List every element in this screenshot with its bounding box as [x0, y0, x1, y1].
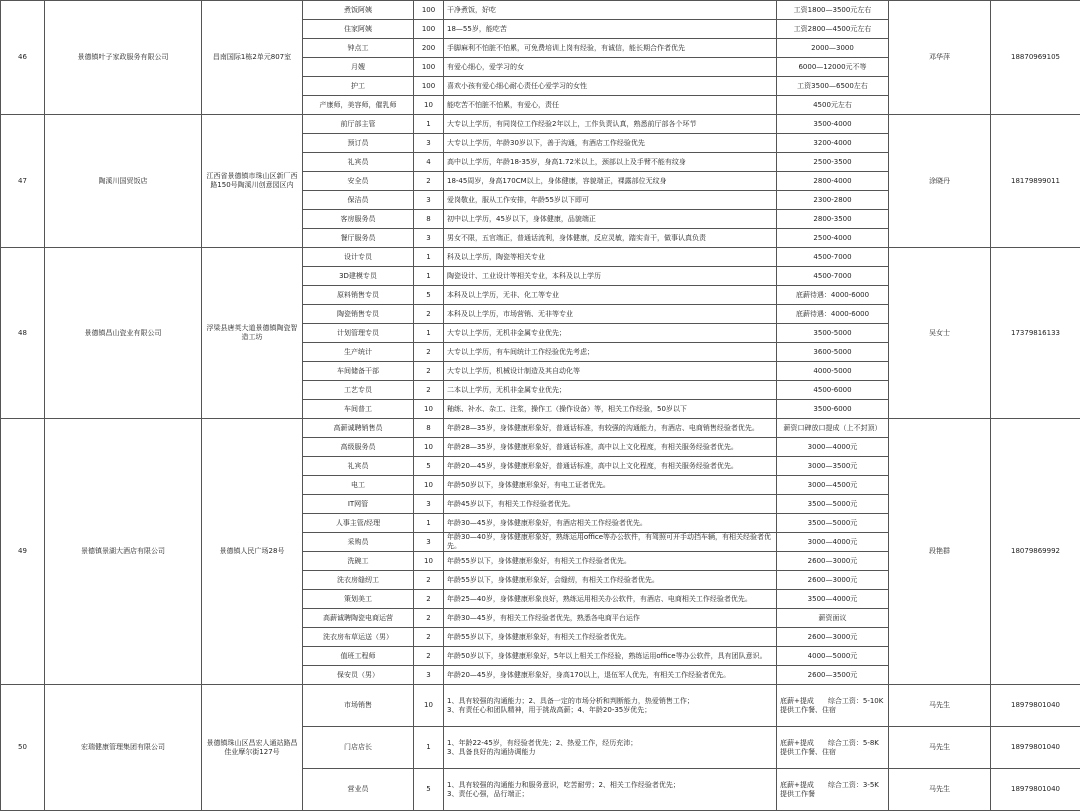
job-title: 钟点工 — [303, 39, 414, 58]
job-salary: 4000—5000元 — [777, 647, 889, 666]
job-salary: 工资3500—6500左右 — [777, 77, 889, 96]
job-title: 客房服务员 — [303, 210, 414, 229]
job-salary: 3000—4000元 — [777, 438, 889, 457]
job-requirements: 年龄45岁以下，有相关工作经验者优先。 — [444, 495, 777, 514]
job-count: 2 — [414, 647, 444, 666]
job-title: 洗碗工 — [303, 552, 414, 571]
company-number: 49 — [1, 419, 45, 685]
job-title: 护工 — [303, 77, 414, 96]
job-count: 3 — [414, 191, 444, 210]
job-requirements: 年龄50岁以下，身体健康形象好，有电工证者优先。 — [444, 476, 777, 495]
job-count: 3 — [414, 533, 444, 552]
job-title: 餐厅服务员 — [303, 229, 414, 248]
job-count: 5 — [414, 769, 444, 811]
job-salary: 薪资口碑放口提成（上不封顶） — [777, 419, 889, 438]
job-title: 产康师，美容师，催乳师 — [303, 96, 414, 115]
job-count: 1 — [414, 324, 444, 343]
job-count: 8 — [414, 210, 444, 229]
job-title: 车间储备干部 — [303, 362, 414, 381]
job-requirements: 大专以上学历，年龄30岁以下，善于沟通，有酒店工作经验优先 — [444, 134, 777, 153]
job-title: 车间普工 — [303, 400, 414, 419]
job-requirements: 大专以上学历，无机非金属专业优先； — [444, 324, 777, 343]
job-requirements: 1、具有较强的沟通能力；2、具备一定的市场分析和判断能力，热爱销售工作； 3、有责任心和团队精神，用于挑战高薪；4、年龄20-35岁优先； — [444, 685, 777, 727]
job-count: 10 — [414, 96, 444, 115]
job-count: 2 — [414, 571, 444, 590]
job-salary: 4500-6000 — [777, 381, 889, 400]
table-row — [1, 1, 1080, 20]
company-name: 陶溪川国贸饭店 — [45, 115, 202, 248]
table-row — [1, 419, 1080, 438]
job-salary: 4000-5000 — [777, 362, 889, 381]
job-title: 礼宾员 — [303, 457, 414, 476]
job-requirements: 年龄30—40岁，身体健康形象好，熟练运用office等办公软件，有驾照可开手动挡车辆，有相关经验者优先。 — [444, 533, 777, 552]
job-count: 10 — [414, 552, 444, 571]
job-title: 煮饭阿姨 — [303, 1, 414, 20]
job-count: 10 — [414, 476, 444, 495]
job-salary: 2300-2800 — [777, 191, 889, 210]
job-count: 10 — [414, 438, 444, 457]
job-title: 预订员 — [303, 134, 414, 153]
job-count: 2 — [414, 362, 444, 381]
job-salary: 3500—5000元 — [777, 495, 889, 514]
job-title: 人事主管/经理 — [303, 514, 414, 533]
job-title: 保洁员 — [303, 191, 414, 210]
job-requirements: 年龄20—45岁，身体健康形象好，身高170以上，退伍军人优先，有相关工作经验者优先。 — [444, 666, 777, 685]
job-title: 前厅部主管 — [303, 115, 414, 134]
job-count: 1 — [414, 267, 444, 286]
company-address: 昌南国际1栋2单元807室 — [202, 1, 303, 115]
job-count: 100 — [414, 20, 444, 39]
job-title: 营业员 — [303, 769, 414, 811]
job-requirements: 1、具有较强的沟通能力和服务意识，吃苦耐劳；2、相关工作经验者优先； 3、责任心强，品行端正； — [444, 769, 777, 811]
contact-person: 涂晓丹 — [889, 115, 991, 248]
job-title: 策划美工 — [303, 590, 414, 609]
job-title: 门店店长 — [303, 727, 414, 769]
job-count: 3 — [414, 666, 444, 685]
job-title: 设计专员 — [303, 248, 414, 267]
job-count: 5 — [414, 286, 444, 305]
job-salary: 3500-5000 — [777, 324, 889, 343]
job-title: 电工 — [303, 476, 414, 495]
job-title: 生产统计 — [303, 343, 414, 362]
contact-phone: 18179899011 — [991, 115, 1080, 248]
job-salary: 2600—3500元 — [777, 666, 889, 685]
job-count: 2 — [414, 609, 444, 628]
job-requirements: 二本以上学历，无机非金属专业优先； — [444, 381, 777, 400]
job-salary: 3500-4000 — [777, 115, 889, 134]
job-salary: 3500—4000元 — [777, 590, 889, 609]
job-requirements: 年龄20—45岁，身体健康形象好，普通话标准，高中以上文化程度，有相关服务经验者优先。 — [444, 457, 777, 476]
job-count: 3 — [414, 229, 444, 248]
job-title: 礼宾员 — [303, 153, 414, 172]
job-requirements: 年龄25—40岁，身体健康形象良好，熟练运用相关办公软件，有酒店、电商相关工作经验者优先。 — [444, 590, 777, 609]
job-title: 陶瓷销售专员 — [303, 305, 414, 324]
job-salary: 底薪+提成 综合工资：5-10K 提供工作餐、住宿 — [777, 685, 889, 727]
job-count: 100 — [414, 58, 444, 77]
job-count: 8 — [414, 419, 444, 438]
contact-person: 马先生 — [889, 769, 991, 811]
job-salary: 2600—3000元 — [777, 628, 889, 647]
company-name: 景德镇昌山瓷业有限公司 — [45, 248, 202, 419]
job-count: 2 — [414, 628, 444, 647]
contact-person: 马先生 — [889, 727, 991, 769]
company-address: 景德镇人民广场28号 — [202, 419, 303, 685]
job-title: 工艺专员 — [303, 381, 414, 400]
job-salary: 3000—4000元 — [777, 533, 889, 552]
job-title: 市场销售 — [303, 685, 414, 727]
contact-phone: 18079869992 — [991, 419, 1080, 685]
company-number: 47 — [1, 115, 45, 248]
job-count: 100 — [414, 1, 444, 20]
job-title: 原料销售专员 — [303, 286, 414, 305]
contact-phone: 18979801040 — [991, 685, 1080, 727]
job-requirements: 喜欢小孩有爱心细心耐心责任心爱学习的女性 — [444, 77, 777, 96]
contact-phone: 18979801040 — [991, 727, 1080, 769]
job-title: 高薪诚聘陶瓷电商运营 — [303, 609, 414, 628]
job-count: 10 — [414, 400, 444, 419]
contact-phone: 18979801040 — [991, 769, 1080, 811]
job-requirements: 有爱心细心，爱学习的女 — [444, 58, 777, 77]
job-count: 1 — [414, 248, 444, 267]
job-count: 1 — [414, 514, 444, 533]
job-requirements: 高中以上学历，年龄18-35岁，身高1.72米以上，颈部以上及手臂不能有纹身 — [444, 153, 777, 172]
job-title: 住家阿姨 — [303, 20, 414, 39]
job-requirements: 本科及以上学历，市场营销、无非等专业 — [444, 305, 777, 324]
job-count: 1 — [414, 727, 444, 769]
job-salary: 薪资面议 — [777, 609, 889, 628]
job-title: IT网管 — [303, 495, 414, 514]
job-requirements: 年龄28—35岁，身体健康形象好，普通话标准，有较强的沟通能力，有酒店、电商销售经验者优先。 — [444, 419, 777, 438]
company-name: 宏瑞健康管理集团有限公司 — [45, 685, 202, 811]
job-requirements: 18-45周岁，身高170CM以上，身体健康，容貌端正，裸露部位无纹身 — [444, 172, 777, 191]
job-salary: 2500-3500 — [777, 153, 889, 172]
job-salary: 6000—12000元不等 — [777, 58, 889, 77]
job-requirements: 年龄28—35岁，身体健康形象好，普通话标准，高中以上文化程度，有相关服务经验者优先。 — [444, 438, 777, 457]
job-requirements: 本科及以上学历，无非、化工等专业 — [444, 286, 777, 305]
contact-person: 马先生 — [889, 685, 991, 727]
job-salary: 3200-4000 — [777, 134, 889, 153]
job-salary: 底薪+提成 综合工资：3-5K 提供工作餐 — [777, 769, 889, 811]
contact-person: 吴女士 — [889, 248, 991, 419]
job-requirements: 年龄55岁以下，身体健康形象好，有相关工作经验者优先。 — [444, 552, 777, 571]
job-count: 100 — [414, 77, 444, 96]
job-count: 10 — [414, 685, 444, 727]
job-count: 3 — [414, 495, 444, 514]
job-requirements: 手脚麻利不怕脏不怕累，可免费培训上岗有经验，有诚信，能长期合作者优先 — [444, 39, 777, 58]
job-salary: 底薪待遇：4000-6000 — [777, 286, 889, 305]
job-salary: 底薪待遇：4000-6000 — [777, 305, 889, 324]
job-requirements: 初中以上学历，45岁以下，身体健康，品貌端正 — [444, 210, 777, 229]
job-salary: 工资1800—3500元左右 — [777, 1, 889, 20]
job-title: 安全员 — [303, 172, 414, 191]
contact-phone: 17379816133 — [991, 248, 1080, 419]
job-requirements: 大专以上学历，机械设计制造及其自动化等 — [444, 362, 777, 381]
company-number: 48 — [1, 248, 45, 419]
job-salary: 3000—3500元 — [777, 457, 889, 476]
job-count: 200 — [414, 39, 444, 58]
job-title: 洗衣房布草运送（男） — [303, 628, 414, 647]
job-title: 3D建模专员 — [303, 267, 414, 286]
job-requirements: 爱岗敬业，服从工作安排，年龄55岁以下即可 — [444, 191, 777, 210]
job-title: 高级服务员 — [303, 438, 414, 457]
job-count: 2 — [414, 590, 444, 609]
job-title: 高薪诚聘销售员 — [303, 419, 414, 438]
job-salary: 3500-6000 — [777, 400, 889, 419]
job-salary: 2000—3000 — [777, 39, 889, 58]
job-salary: 3600-5000 — [777, 343, 889, 362]
job-count: 2 — [414, 343, 444, 362]
job-requirements: 釉练、补水、杂工、注浆，操作工（操作设备）等，相关工作经验，50岁以下 — [444, 400, 777, 419]
job-requirements: 干净煮饭，好吃 — [444, 1, 777, 20]
job-salary: 底薪+提成 综合工资：5-8K 提供工作餐、住宿 — [777, 727, 889, 769]
job-requirements: 陶瓷设计、工业设计等相关专业，本科及以上学历 — [444, 267, 777, 286]
company-address: 景德镇珠山区昌宏人通站路昌佳业摩尔街127号 — [202, 685, 303, 811]
table-row — [1, 115, 1080, 134]
job-title: 洗衣房缝纫工 — [303, 571, 414, 590]
company-name: 景德镇景湖大酒店有限公司 — [45, 419, 202, 685]
job-requirements: 18—55岁，能吃苦 — [444, 20, 777, 39]
job-count: 2 — [414, 381, 444, 400]
company-name: 景德镇叶子家政服务有限公司 — [45, 1, 202, 115]
contact-person: 邓华萍 — [889, 1, 991, 115]
job-count: 2 — [414, 305, 444, 324]
job-requirements: 1、年龄22-45岁，有经验者优先；2、热爱工作，经历充沛； 3、具备良好的沟通协调能力 — [444, 727, 777, 769]
job-salary: 2500-4000 — [777, 229, 889, 248]
job-requirements: 男女不限，五官端正，普通话流利，身体健康，反应灵敏，踏实肯干，做事认真负责 — [444, 229, 777, 248]
job-salary: 2600—3000元 — [777, 571, 889, 590]
job-requirements: 大专以上学历，有车间统计工作经验优先考虑； — [444, 343, 777, 362]
job-count: 3 — [414, 134, 444, 153]
job-count: 5 — [414, 457, 444, 476]
job-title: 值班工程师 — [303, 647, 414, 666]
company-address: 江西省景德镇市珠山区新厂西路150号陶溪川创意园区内 — [202, 115, 303, 248]
job-requirements: 科及以上学历，陶瓷等相关专业 — [444, 248, 777, 267]
job-requirements: 年龄30—45岁，身体健康形象好，有酒店相关工作经验者优先。 — [444, 514, 777, 533]
job-salary: 4500-7000 — [777, 267, 889, 286]
table-row — [1, 248, 1080, 267]
company-number: 46 — [1, 1, 45, 115]
contact-person: 段艳群 — [889, 419, 991, 685]
job-title: 计划管理专员 — [303, 324, 414, 343]
job-count: 1 — [414, 115, 444, 134]
job-requirements: 年龄55岁以下，身体健康形象好，有相关工作经验者优先。 — [444, 628, 777, 647]
contact-phone: 18870969105 — [991, 1, 1080, 115]
job-count: 4 — [414, 153, 444, 172]
job-salary: 2800-3500 — [777, 210, 889, 229]
job-salary: 3500—5000元 — [777, 514, 889, 533]
job-requirements: 年龄30—45岁，有相关工作经验者优先，熟悉各电商平台运作 — [444, 609, 777, 628]
job-salary: 4500元左右 — [777, 96, 889, 115]
job-requirements: 年龄50岁以下，身体健康形象好，5年以上相关工作经验，熟练运用office等办公软件，具有团队意识。 — [444, 647, 777, 666]
job-count: 2 — [414, 172, 444, 191]
table-row — [1, 685, 1080, 727]
job-title: 采购员 — [303, 533, 414, 552]
job-salary: 3000—4500元 — [777, 476, 889, 495]
job-salary: 2800-4000 — [777, 172, 889, 191]
job-salary: 2600—3000元 — [777, 552, 889, 571]
job-title: 保安员（男） — [303, 666, 414, 685]
job-requirements: 年龄55岁以下，身体健康形象好，会缝纫，有相关工作经验者优先。 — [444, 571, 777, 590]
company-number: 50 — [1, 685, 45, 811]
job-salary: 4500-7000 — [777, 248, 889, 267]
job-title: 月嫂 — [303, 58, 414, 77]
job-requirements: 能吃苦不怕脏不怕累，有爱心，责任 — [444, 96, 777, 115]
company-address: 浮梁县唐英大道景德镇陶瓷智造工坊 — [202, 248, 303, 419]
job-requirements: 大专以上学历，有同岗位工作经验2年以上，工作负责认真，熟悉前厅部各个环节 — [444, 115, 777, 134]
job-salary: 工资2800—4500元左右 — [777, 20, 889, 39]
